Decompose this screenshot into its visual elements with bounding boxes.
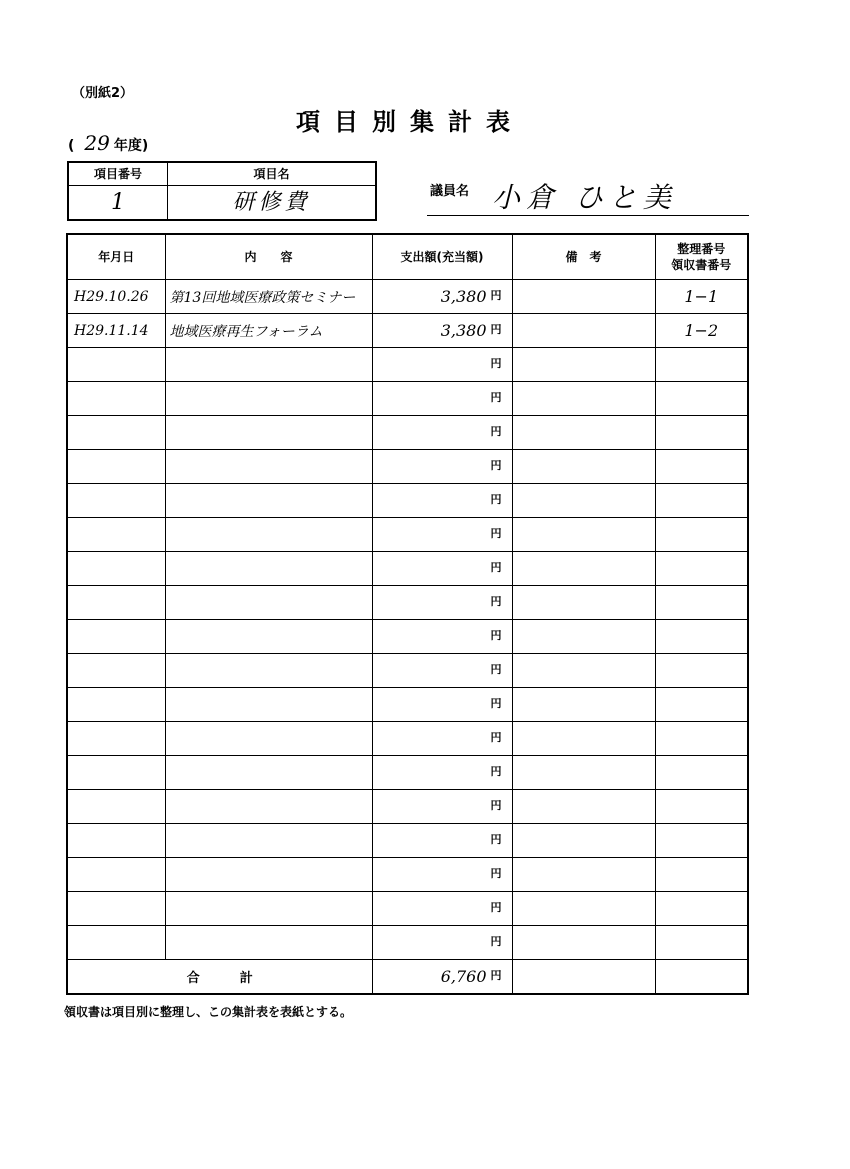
table-row xyxy=(67,280,748,314)
table-row xyxy=(67,484,748,518)
row-content xyxy=(165,824,372,858)
row-amount-cell xyxy=(372,518,512,552)
row-amount-cell xyxy=(372,416,512,450)
annex-label: （別紙2） xyxy=(72,86,134,101)
header-remarks: 備 考 xyxy=(512,234,655,280)
row-ref xyxy=(655,824,748,858)
row-date xyxy=(67,450,165,484)
row-ref xyxy=(655,722,748,756)
row-date xyxy=(67,586,165,620)
row-amount-cell xyxy=(372,790,512,824)
row-date xyxy=(67,654,165,688)
row-remarks xyxy=(512,314,655,348)
row-date xyxy=(67,926,165,960)
row-remarks xyxy=(512,620,655,654)
row-amount-cell xyxy=(372,552,512,586)
header-ref xyxy=(655,234,748,280)
row-remarks xyxy=(512,552,655,586)
table-row xyxy=(67,552,748,586)
row-date xyxy=(67,790,165,824)
page-title: 項目別集計表 xyxy=(296,108,524,136)
row-content xyxy=(165,416,372,450)
header-date: 年月日 xyxy=(67,234,165,280)
table-row xyxy=(67,450,748,484)
item-number-label: 項目番号 xyxy=(69,163,167,186)
yen-mark: 円 xyxy=(490,731,502,744)
table-row xyxy=(67,722,748,756)
row-remarks xyxy=(512,382,655,416)
year-suffix: 年度) xyxy=(113,138,149,154)
yen-mark: 円 xyxy=(490,799,502,812)
yen-mark: 円 xyxy=(490,595,502,608)
row-amount-cell xyxy=(372,484,512,518)
yen-mark: 円 xyxy=(490,969,502,982)
row-date: H29.11.14 xyxy=(67,314,165,348)
row-ref xyxy=(655,790,748,824)
table-row xyxy=(67,382,748,416)
yen-mark: 円 xyxy=(490,663,502,676)
table-header-row xyxy=(67,234,748,280)
row-amount-cell xyxy=(372,348,512,382)
row-date xyxy=(67,824,165,858)
row-amount-cell xyxy=(372,280,512,314)
row-ref xyxy=(655,552,748,586)
header-amount: 支出額(充当額) xyxy=(372,234,512,280)
yen-mark: 円 xyxy=(490,867,502,880)
total-ref xyxy=(655,960,748,995)
table-row xyxy=(67,688,748,722)
member-underline xyxy=(427,215,749,216)
total-row xyxy=(67,960,748,995)
header-ref-line1: 整理番号 xyxy=(677,242,726,256)
row-content xyxy=(165,654,372,688)
row-remarks xyxy=(512,518,655,552)
row-amount-cell xyxy=(372,858,512,892)
item-name-label: 項目名 xyxy=(168,163,375,186)
row-date xyxy=(67,620,165,654)
row-amount-cell xyxy=(372,892,512,926)
header-content: 内 容 xyxy=(165,234,372,280)
row-date xyxy=(67,518,165,552)
item-name-value: 研修費 xyxy=(232,190,311,215)
row-date xyxy=(67,756,165,790)
row-date xyxy=(67,382,165,416)
member-name: 小倉 ひと美 xyxy=(492,181,677,214)
yen-mark: 円 xyxy=(490,289,502,302)
year-open: ( xyxy=(68,138,75,154)
row-content xyxy=(165,620,372,654)
row-amount-cell xyxy=(372,620,512,654)
expense-table xyxy=(66,233,749,995)
row-content xyxy=(165,858,372,892)
row-ref: 1−2 xyxy=(655,314,748,348)
table-row xyxy=(67,416,748,450)
table-row xyxy=(67,586,748,620)
row-date xyxy=(67,688,165,722)
row-ref xyxy=(655,348,748,382)
fiscal-year xyxy=(68,131,148,155)
row-remarks xyxy=(512,450,655,484)
row-ref xyxy=(655,756,748,790)
row-date xyxy=(67,858,165,892)
row-content xyxy=(165,518,372,552)
row-ref xyxy=(655,382,748,416)
row-date: H29.10.26 xyxy=(67,280,165,314)
row-amount-cell xyxy=(372,756,512,790)
row-amount-cell xyxy=(372,654,512,688)
row-content xyxy=(165,790,372,824)
row-amount-cell xyxy=(372,314,512,348)
yen-mark: 円 xyxy=(490,391,502,404)
row-remarks xyxy=(512,892,655,926)
row-content xyxy=(165,552,372,586)
row-date xyxy=(67,892,165,926)
row-amount-cell xyxy=(372,688,512,722)
row-content xyxy=(165,688,372,722)
row-content xyxy=(165,586,372,620)
row-remarks xyxy=(512,926,655,960)
row-remarks xyxy=(512,654,655,688)
row-amount-cell xyxy=(372,382,512,416)
header-ref-line2: 領収書番号 xyxy=(671,258,732,272)
yen-mark: 円 xyxy=(490,357,502,370)
yen-mark: 円 xyxy=(490,697,502,710)
row-remarks xyxy=(512,756,655,790)
yen-mark: 円 xyxy=(490,425,502,438)
yen-mark: 円 xyxy=(490,833,502,846)
row-remarks xyxy=(512,484,655,518)
row-ref xyxy=(655,450,748,484)
row-ref xyxy=(655,620,748,654)
table-row xyxy=(67,348,748,382)
yen-mark: 円 xyxy=(490,935,502,948)
row-date xyxy=(67,484,165,518)
row-remarks xyxy=(512,416,655,450)
row-remarks xyxy=(512,586,655,620)
row-date xyxy=(67,348,165,382)
row-ref xyxy=(655,926,748,960)
row-remarks xyxy=(512,858,655,892)
row-content xyxy=(165,450,372,484)
table-row xyxy=(67,790,748,824)
yen-mark: 円 xyxy=(490,459,502,472)
yen-mark: 円 xyxy=(490,561,502,574)
yen-mark: 円 xyxy=(490,527,502,540)
row-remarks xyxy=(512,722,655,756)
table-row xyxy=(67,518,748,552)
row-remarks xyxy=(512,824,655,858)
row-amount: 3,380 xyxy=(440,321,487,340)
table-row xyxy=(67,756,748,790)
row-amount-cell xyxy=(372,586,512,620)
row-date xyxy=(67,722,165,756)
row-date xyxy=(67,552,165,586)
yen-mark: 円 xyxy=(490,765,502,778)
row-remarks xyxy=(512,348,655,382)
table-row xyxy=(67,654,748,688)
item-number-value: 1 xyxy=(111,190,125,215)
row-content xyxy=(165,722,372,756)
row-ref xyxy=(655,518,748,552)
table-row xyxy=(67,620,748,654)
total-amount-cell xyxy=(372,960,512,995)
row-ref: 1−1 xyxy=(655,280,748,314)
table-row xyxy=(67,314,748,348)
row-content xyxy=(165,756,372,790)
row-amount-cell xyxy=(372,926,512,960)
row-content xyxy=(165,484,372,518)
row-amount: 3,380 xyxy=(440,287,487,306)
row-content xyxy=(165,348,372,382)
row-content xyxy=(165,926,372,960)
table-row xyxy=(67,926,748,960)
row-ref xyxy=(655,688,748,722)
row-ref xyxy=(655,586,748,620)
row-ref xyxy=(655,416,748,450)
member-label: 議員名 xyxy=(430,184,470,199)
table-row xyxy=(67,892,748,926)
row-date xyxy=(67,416,165,450)
row-amount-cell xyxy=(372,824,512,858)
row-ref xyxy=(655,892,748,926)
table-row xyxy=(67,858,748,892)
row-ref xyxy=(655,654,748,688)
total-label: 合計 xyxy=(67,960,372,995)
row-remarks xyxy=(512,790,655,824)
row-remarks xyxy=(512,688,655,722)
total-amount: 6,760 xyxy=(440,967,487,986)
table-row xyxy=(67,824,748,858)
row-content: 地域医療再生フォーラム xyxy=(165,314,372,348)
row-remarks xyxy=(512,280,655,314)
footnote: 領収書は項目別に整理し、この集計表を表紙とする。 xyxy=(64,1005,353,1019)
row-amount-cell xyxy=(372,722,512,756)
year-value: 29 xyxy=(84,131,110,155)
item-box xyxy=(67,161,377,221)
yen-mark: 円 xyxy=(490,493,502,506)
yen-mark: 円 xyxy=(490,323,502,336)
row-content: 第13回地域医療政策セミナー xyxy=(165,280,372,314)
total-remarks xyxy=(512,960,655,995)
row-ref xyxy=(655,484,748,518)
row-content xyxy=(165,892,372,926)
yen-mark: 円 xyxy=(490,901,502,914)
yen-mark: 円 xyxy=(490,629,502,642)
row-ref xyxy=(655,858,748,892)
row-content xyxy=(165,382,372,416)
row-amount-cell xyxy=(372,450,512,484)
